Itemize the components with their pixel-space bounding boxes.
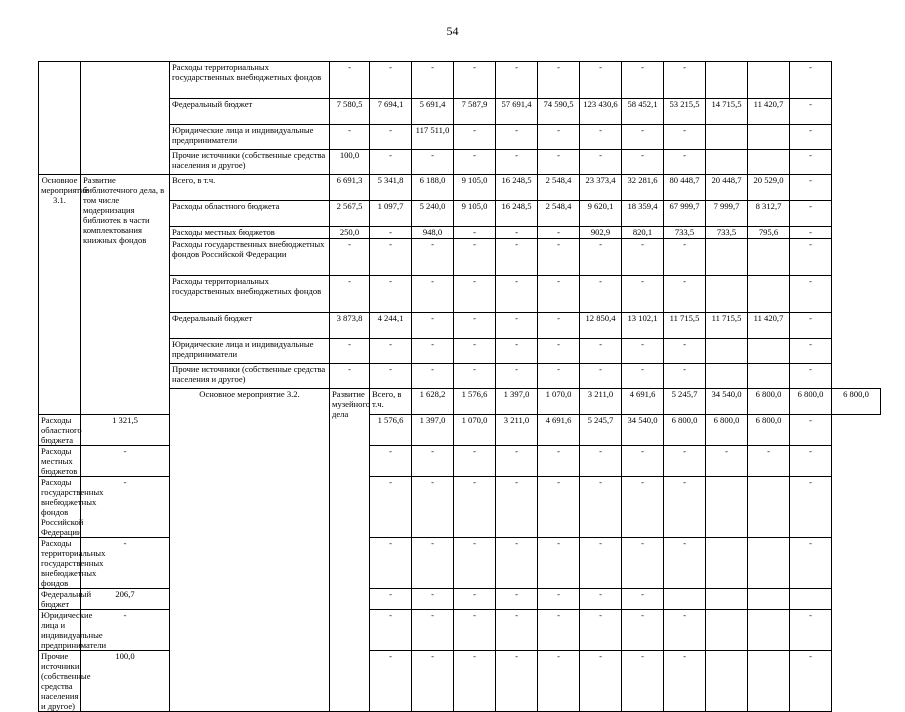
value-cell — [706, 125, 748, 150]
value-cell: 11 420,7 — [748, 313, 790, 339]
value-cell — [748, 589, 790, 610]
value-cell: 14 715,5 — [706, 99, 748, 125]
value-cell: 12 850,4 — [580, 313, 622, 339]
value-cell: - — [790, 538, 832, 589]
value-cell: - — [790, 227, 832, 239]
value-cell: - — [370, 651, 412, 712]
value-cell: 5 691,4 — [412, 99, 454, 125]
value-cell: - — [538, 364, 580, 389]
value-cell: - — [538, 446, 580, 477]
value-cell: - — [454, 276, 496, 313]
value-cell: - — [664, 538, 706, 589]
value-cell: 6 800,0 — [748, 389, 790, 415]
value-cell: - — [496, 125, 538, 150]
value-cell: - — [664, 651, 706, 712]
value-cell: 1 070,0 — [454, 415, 496, 446]
value-cell: - — [412, 651, 454, 712]
value-cell: 1 097,7 — [370, 201, 412, 227]
value-cell: 6 800,0 — [664, 415, 706, 446]
source-cell: Федеральный бюджет — [170, 313, 330, 339]
value-cell: - — [454, 150, 496, 175]
value-cell: - — [370, 589, 412, 610]
value-cell: - — [412, 446, 454, 477]
value-cell: - — [664, 477, 706, 538]
value-cell: - — [496, 313, 538, 339]
value-cell: - — [496, 62, 538, 99]
source-cell: Расходы территориальных государственных внебюджетных фондов — [39, 538, 81, 589]
value-cell: 795,6 — [748, 227, 790, 239]
value-cell: - — [580, 538, 622, 589]
value-cell: 6 800,0 — [706, 415, 748, 446]
value-cell: - — [538, 313, 580, 339]
measure-cell: Основное мероприятие 3.2. — [170, 389, 330, 712]
value-cell: - — [622, 125, 664, 150]
value-cell: 1 397,0 — [496, 389, 538, 415]
value-cell: 6 800,0 — [790, 389, 832, 415]
value-cell: - — [496, 364, 538, 389]
value-cell: 20 448,7 — [706, 175, 748, 201]
value-cell: 1 628,2 — [412, 389, 454, 415]
value-cell: 1 070,0 — [538, 389, 580, 415]
value-cell: - — [496, 538, 538, 589]
value-cell: 1 576,6 — [370, 415, 412, 446]
value-cell: - — [538, 239, 580, 276]
value-cell: 6 800,0 — [748, 415, 790, 446]
value-cell: - — [412, 589, 454, 610]
value-cell: 57 691,4 — [496, 99, 538, 125]
value-cell: - — [412, 339, 454, 364]
value-cell: - — [580, 150, 622, 175]
value-cell: - — [790, 477, 832, 538]
value-cell: - — [496, 339, 538, 364]
value-cell: 5 240,0 — [412, 201, 454, 227]
value-cell: - — [370, 150, 412, 175]
value-cell: - — [790, 175, 832, 201]
value-cell: 5 341,8 — [370, 175, 412, 201]
source-cell: Расходы местных бюджетов — [39, 446, 81, 477]
source-cell: Расходы областного бюджета — [39, 415, 81, 446]
value-cell: - — [538, 227, 580, 239]
value-cell: 7 580,5 — [330, 99, 370, 125]
value-cell: 2 548,4 — [538, 201, 580, 227]
value-cell: 18 359,4 — [622, 201, 664, 227]
value-cell: 100,0 — [81, 651, 170, 712]
value-cell: - — [412, 276, 454, 313]
value-cell — [706, 150, 748, 175]
direction-cell: Развитие библиотечного дела, в том числе модернизация библиотек в части комплектования книжных фондов — [81, 175, 170, 415]
source-cell: Расходы областного бюджета — [170, 201, 330, 227]
source-cell: Всего, в т.ч. — [170, 175, 330, 201]
value-cell — [706, 364, 748, 389]
table-row — [39, 62, 881, 99]
value-cell: - — [538, 477, 580, 538]
value-cell — [706, 239, 748, 276]
value-cell: 23 373,4 — [580, 175, 622, 201]
value-cell: - — [454, 610, 496, 651]
value-cell: - — [496, 610, 538, 651]
value-cell — [748, 651, 790, 712]
value-cell: - — [664, 610, 706, 651]
value-cell: - — [370, 227, 412, 239]
table-row — [39, 538, 881, 589]
value-cell: - — [496, 589, 538, 610]
value-cell: 6 188,0 — [412, 175, 454, 201]
value-cell: - — [790, 150, 832, 175]
value-cell: - — [580, 364, 622, 389]
value-cell: 123 430,6 — [580, 99, 622, 125]
value-cell: - — [496, 477, 538, 538]
value-cell: 3 873,8 — [330, 313, 370, 339]
value-cell: - — [580, 276, 622, 313]
value-cell: 11 715,5 — [706, 313, 748, 339]
value-cell: - — [412, 62, 454, 99]
value-cell — [748, 125, 790, 150]
value-cell: - — [496, 446, 538, 477]
value-cell: 5 245,7 — [664, 389, 706, 415]
value-cell: - — [496, 239, 538, 276]
value-cell: 1 397,0 — [412, 415, 454, 446]
value-cell: - — [622, 446, 664, 477]
value-cell: 34 540,0 — [706, 389, 748, 415]
value-cell — [748, 62, 790, 99]
value-cell: - — [580, 239, 622, 276]
value-cell: - — [790, 339, 832, 364]
measure-cell: Основное мероприятие 3.1. — [39, 175, 81, 415]
value-cell: 53 215,5 — [664, 99, 706, 125]
table-row — [39, 415, 881, 446]
value-cell — [748, 364, 790, 389]
value-cell: - — [790, 99, 832, 125]
source-cell: Юридические лица и индивидуальные предприниматели — [170, 125, 330, 150]
value-cell: - — [454, 651, 496, 712]
value-cell: 733,5 — [664, 227, 706, 239]
value-cell: - — [330, 62, 370, 99]
value-cell: - — [412, 150, 454, 175]
value-cell: - — [622, 276, 664, 313]
value-cell: 1 321,5 — [81, 415, 170, 446]
value-cell: - — [454, 364, 496, 389]
value-cell: 3 211,0 — [496, 415, 538, 446]
value-cell: - — [412, 364, 454, 389]
value-cell: - — [790, 415, 832, 446]
value-cell: 100,0 — [330, 150, 370, 175]
value-cell: - — [664, 125, 706, 150]
table-row — [39, 175, 881, 201]
value-cell: 16 248,5 — [496, 201, 538, 227]
source-cell: Федеральный бюджет — [170, 99, 330, 125]
value-cell — [706, 610, 748, 651]
value-cell: - — [622, 651, 664, 712]
value-cell: - — [81, 446, 170, 477]
source-cell: Прочие источники (собственные средства населения и другое) — [170, 364, 330, 389]
value-cell — [706, 339, 748, 364]
value-cell: - — [454, 339, 496, 364]
value-cell: 9 105,0 — [454, 201, 496, 227]
value-cell: 2 567,5 — [330, 201, 370, 227]
value-cell: 9 105,0 — [454, 175, 496, 201]
value-cell: - — [496, 227, 538, 239]
table-body — [39, 62, 881, 712]
value-cell: 34 540,0 — [622, 415, 664, 446]
value-cell: - — [790, 610, 832, 651]
value-cell: 13 102,1 — [622, 313, 664, 339]
value-cell: 6 800,0 — [832, 389, 881, 415]
value-cell: - — [622, 610, 664, 651]
value-cell: - — [580, 339, 622, 364]
value-cell: 1 576,6 — [454, 389, 496, 415]
value-cell: - — [748, 446, 790, 477]
value-cell: - — [454, 589, 496, 610]
value-cell: 4 691,6 — [538, 415, 580, 446]
value-cell: - — [81, 477, 170, 538]
value-cell: - — [580, 651, 622, 712]
value-cell: - — [664, 62, 706, 99]
value-cell: - — [370, 364, 412, 389]
value-cell — [748, 276, 790, 313]
value-cell: - — [664, 364, 706, 389]
value-cell: 4 691,6 — [622, 389, 664, 415]
value-cell: - — [412, 313, 454, 339]
value-cell: - — [370, 538, 412, 589]
value-cell: 2 548,4 — [538, 175, 580, 201]
value-cell: - — [538, 610, 580, 651]
value-cell: - — [580, 62, 622, 99]
value-cell: 3 211,0 — [580, 389, 622, 415]
value-cell: - — [664, 446, 706, 477]
value-cell: - — [454, 62, 496, 99]
value-cell — [706, 276, 748, 313]
source-cell: Расходы местных бюджетов — [170, 227, 330, 239]
direction-cell-empty — [81, 62, 170, 175]
direction-cell: Развитие музейного дела — [330, 389, 370, 712]
value-cell: - — [330, 339, 370, 364]
value-cell: - — [538, 589, 580, 610]
value-cell — [748, 610, 790, 651]
value-cell: - — [580, 610, 622, 651]
value-cell: - — [412, 610, 454, 651]
table-row — [39, 446, 881, 477]
value-cell — [706, 538, 748, 589]
source-cell: Расходы государственных внебюджетных фондов Российской Федерации — [39, 477, 81, 538]
value-cell — [748, 538, 790, 589]
value-cell: 58 452,1 — [622, 99, 664, 125]
table-row — [39, 610, 881, 651]
value-cell: - — [538, 339, 580, 364]
value-cell: - — [622, 589, 664, 610]
value-cell: - — [370, 276, 412, 313]
value-cell: - — [622, 538, 664, 589]
value-cell — [664, 589, 706, 610]
value-cell: 67 999,7 — [664, 201, 706, 227]
value-cell — [748, 339, 790, 364]
value-cell: - — [790, 239, 832, 276]
value-cell: 902,9 — [580, 227, 622, 239]
value-cell: - — [370, 125, 412, 150]
value-cell: 948,0 — [412, 227, 454, 239]
value-cell: - — [454, 227, 496, 239]
source-cell: Юридические лица и индивидуальные предприниматели — [170, 339, 330, 364]
value-cell: - — [622, 339, 664, 364]
value-cell: - — [790, 125, 832, 150]
value-cell: 80 448,7 — [664, 175, 706, 201]
value-cell: - — [790, 62, 832, 99]
value-cell: 733,5 — [706, 227, 748, 239]
value-cell: - — [370, 339, 412, 364]
value-cell: - — [454, 538, 496, 589]
value-cell — [748, 150, 790, 175]
value-cell: 8 312,7 — [748, 201, 790, 227]
value-cell: 32 281,6 — [622, 175, 664, 201]
value-cell: - — [580, 589, 622, 610]
value-cell: - — [330, 125, 370, 150]
table-row — [39, 477, 881, 538]
value-cell: - — [664, 276, 706, 313]
value-cell: - — [538, 62, 580, 99]
value-cell: - — [538, 276, 580, 313]
value-cell: 4 244,1 — [370, 313, 412, 339]
value-cell: - — [454, 125, 496, 150]
source-cell: Расходы территориальных государственных внебюджетных фондов — [170, 62, 330, 99]
value-cell: - — [664, 339, 706, 364]
value-cell: - — [330, 276, 370, 313]
value-cell: - — [622, 477, 664, 538]
value-cell — [748, 239, 790, 276]
value-cell: - — [622, 364, 664, 389]
value-cell: - — [412, 477, 454, 538]
value-cell: - — [454, 446, 496, 477]
value-cell: - — [580, 125, 622, 150]
value-cell: 7 694,1 — [370, 99, 412, 125]
value-cell: - — [580, 446, 622, 477]
source-cell: Всего, в т.ч. — [370, 389, 412, 415]
value-cell: - — [370, 62, 412, 99]
value-cell: - — [454, 477, 496, 538]
value-cell: - — [330, 364, 370, 389]
value-cell: - — [81, 610, 170, 651]
value-cell: - — [496, 651, 538, 712]
value-cell — [748, 477, 790, 538]
value-cell — [706, 62, 748, 99]
value-cell: 250,0 — [330, 227, 370, 239]
value-cell: 11 715,5 — [664, 313, 706, 339]
value-cell — [706, 651, 748, 712]
source-cell: Расходы территориальных государственных внебюджетных фондов — [170, 276, 330, 313]
page-number: 54 — [446, 24, 459, 38]
value-cell — [790, 589, 832, 610]
value-cell: 7 587,9 — [454, 99, 496, 125]
value-cell: 6 691,3 — [330, 175, 370, 201]
value-cell: - — [538, 538, 580, 589]
value-cell: - — [790, 313, 832, 339]
value-cell: - — [496, 150, 538, 175]
value-cell: - — [790, 446, 832, 477]
value-cell: - — [454, 239, 496, 276]
measure-cell-empty — [39, 62, 81, 175]
value-cell: - — [370, 239, 412, 276]
source-cell: Федеральный бюджет — [39, 589, 81, 610]
value-cell — [706, 477, 748, 538]
value-cell: - — [538, 651, 580, 712]
value-cell: - — [370, 610, 412, 651]
source-cell: Юридические лица и индивидуальные предприниматели — [39, 610, 81, 651]
source-cell: Прочие источники (собственные средства населения и другое) — [39, 651, 81, 712]
value-cell: 11 420,7 — [748, 99, 790, 125]
table-row — [39, 651, 881, 712]
value-cell: 117 511,0 — [412, 125, 454, 150]
value-cell: - — [81, 538, 170, 589]
value-cell: 820,1 — [622, 227, 664, 239]
value-cell: - — [412, 538, 454, 589]
value-cell: 74 590,5 — [538, 99, 580, 125]
table-row — [39, 589, 881, 610]
value-cell — [706, 589, 748, 610]
budget-table — [38, 61, 881, 712]
source-cell: Прочие источники (собственные средства населения и другое) — [170, 150, 330, 175]
value-cell: - — [538, 125, 580, 150]
value-cell: 9 620,1 — [580, 201, 622, 227]
source-cell: Расходы государственных внебюджетных фондов Российской Федерации — [170, 239, 330, 276]
value-cell: - — [454, 313, 496, 339]
value-cell: - — [790, 364, 832, 389]
value-cell: 5 245,7 — [580, 415, 622, 446]
value-cell: - — [622, 150, 664, 175]
value-cell: - — [580, 477, 622, 538]
value-cell: - — [496, 276, 538, 313]
value-cell: - — [330, 239, 370, 276]
value-cell: - — [412, 239, 454, 276]
value-cell: 16 248,5 — [496, 175, 538, 201]
value-cell: - — [622, 62, 664, 99]
value-cell: - — [790, 276, 832, 313]
value-cell: - — [790, 651, 832, 712]
value-cell: - — [706, 446, 748, 477]
value-cell: 20 529,0 — [748, 175, 790, 201]
value-cell: - — [370, 477, 412, 538]
value-cell: - — [664, 150, 706, 175]
value-cell: - — [370, 446, 412, 477]
value-cell: - — [664, 239, 706, 276]
value-cell: - — [622, 239, 664, 276]
value-cell: - — [538, 150, 580, 175]
value-cell: 7 999,7 — [706, 201, 748, 227]
value-cell: 206,7 — [81, 589, 170, 610]
value-cell: - — [790, 201, 832, 227]
